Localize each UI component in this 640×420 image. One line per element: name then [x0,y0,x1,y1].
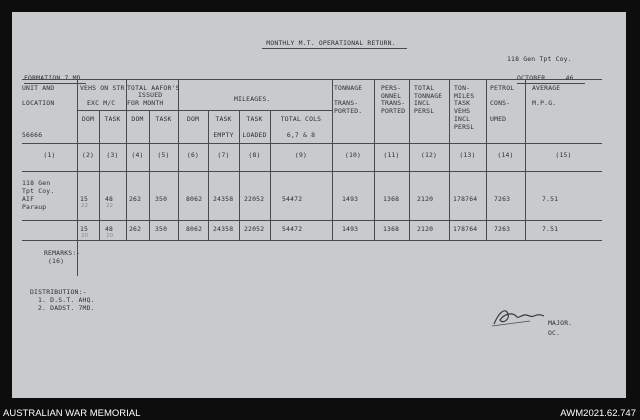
distribution-item-2: 2. DADST. 7MD. [38,304,95,312]
row1-pencil-note-b: 22 [106,203,114,209]
header-ton-5: INCL [454,115,471,123]
header-tonnage-3: PORTED. [334,107,363,115]
signature-rank: MAJOR. [548,319,573,327]
signature-title: OC. [548,329,561,337]
remarks-label: REMARKS:- [44,249,81,257]
row1-value-7: 24358 [213,195,234,203]
colnum-11: (11) [383,151,400,159]
document-paper [12,12,626,398]
header-ton-4: VEHS [454,107,471,115]
row2-pencil-note-a: 20 [81,233,89,239]
footer-accession-id: AWM2021.62.747 [560,408,636,419]
subheader-dom-1: DOM [81,115,95,123]
header-total-t-2: TONNAGE [414,92,443,100]
row1-bottom-rule [22,220,602,221]
subheader-rule-b [192,110,332,111]
archive-footer [0,406,640,420]
header-total-t-1: TOTAL [414,84,435,92]
header-average: AVERAGE [532,84,561,92]
subheader-task-3: TASK [215,115,232,123]
row2-value-3: 48 [105,225,114,233]
row2-value-11: 1368 [383,225,400,233]
row1-unit-line-3: AIF [22,195,35,203]
distribution-item-1: 1. D.S.T. AHQ. [38,296,95,304]
header-total-aafors: TOTAL AAFOR'S [127,84,180,92]
row1-unit-line-2: Tpt Coy. [22,187,55,195]
document-title: MONTHLY M.T. OPERATIONAL RETURN. [266,39,396,47]
colnum-8: (8) [248,151,261,159]
colnum-13: (13) [459,151,476,159]
colnum-7: (7) [217,151,230,159]
header-petrol-3: UMED [490,115,507,123]
header-total-t-3: INCL [414,99,431,107]
row2-value-14: 7263 [494,225,511,233]
header-mileages: MILEAGES. [234,95,271,103]
row2-value-2: 15 [80,225,89,233]
unit-top-right: 118 Gen Tpt Coy. [507,55,572,63]
subheader-cols-678: 6,7 & 8 [286,131,316,139]
row1-value-10: 1493 [342,195,359,203]
subheader-loaded: LOADED [242,131,267,139]
row2-value-9: 54472 [282,225,303,233]
header-for-month: FOR MONTH [127,99,164,107]
colnum-3: (3) [106,151,119,159]
subheader-task-4: TASK [246,115,263,123]
distribution-label: DISTRIBUTION:- [30,288,87,296]
subheader-rule-a [77,110,192,111]
table-bottom-rule [22,240,602,241]
subheader-dom-2: DOM [131,115,144,123]
row1-value-8: 22052 [244,195,265,203]
row2-pencil-note-b: 20 [106,233,114,239]
footer-institution: AUSTRALIAN WAR MEMORIAL [3,408,141,419]
row2-value-7: 24358 [213,225,234,233]
header-bottom-rule [22,143,602,144]
subheader-dom-3: DOM [186,115,200,123]
subheader-task-2: TASK [155,115,172,123]
row1-value-3: 48 [105,195,114,203]
title-underline [262,48,407,49]
formation-label: FORMATION 7 MD. [24,74,85,82]
header-pers-4: PORTED [381,107,406,115]
colnum-1: (1) [43,151,56,159]
header-vehs-on-str: VEHS ON STR [80,84,125,92]
row2-value-10: 1493 [342,225,359,233]
col-rule-4 [149,110,150,240]
header-exc-mc: EXC M/C [87,99,116,107]
colnum-bottom-rule [22,171,602,172]
header-unit-and: UNIT AND [22,84,55,92]
table-top-rule [22,79,602,80]
row2-value-5: 350 [155,225,168,233]
row1-value-15: 7.51 [542,195,559,203]
col-rule-7 [239,110,240,240]
row2-value-12: 2120 [417,225,434,233]
signature-scribble [490,304,550,330]
header-tonnage-2: TRANS- [334,99,359,107]
col-rule-1 [77,79,78,276]
row1-value-14: 7263 [494,195,511,203]
colnum-4: (4) [131,151,144,159]
row1-value-4: 262 [129,195,142,203]
subheader-task-1: TASK [104,115,121,123]
header-pers-3: TRANS- [381,99,406,107]
header-petrol-2: CONS- [490,99,511,107]
row1-pencil-note-a: 22 [81,203,89,209]
row1-value-2: 15 [80,195,89,203]
header-code: 56666 [22,131,43,139]
colnum-9: (9) [294,151,308,159]
row2-value-8: 22052 [244,225,265,233]
row1-value-5: 350 [155,195,168,203]
header-ton-2: MILES [454,92,475,100]
colnum-6: (6) [186,151,200,159]
header-pers-1: PERS- [381,84,402,92]
subheader-total-cols: TOTAL COLS [280,115,322,123]
header-tonnage-1: TONNAGE [334,84,363,92]
col-rule-8 [270,110,271,240]
row1-value-6: 8062 [186,195,203,203]
remarks-number: (16) [48,257,65,265]
subheader-empty: EMPTY [213,131,234,139]
header-petrol-1: PETROL [490,84,515,92]
row2-value-4: 262 [129,225,142,233]
row2-value-6: 8062 [186,225,203,233]
row1-unit-line-1: 118 Gen [22,179,51,187]
row2-value-13: 178764 [453,225,478,233]
row1-value-13: 178764 [453,195,478,203]
colnum-2: (2) [81,151,95,159]
row1-value-11: 1368 [383,195,400,203]
header-location: LOCATION [22,99,55,107]
colnum-15: (15) [555,151,572,159]
header-ton-6: PERSL [454,123,475,131]
header-mpg: M.P.G. [532,99,557,107]
row2-value-15: 7.51 [542,225,559,233]
header-ton-1: TON- [454,84,471,92]
colnum-12: (12) [420,151,438,159]
colnum-10: (10) [344,151,362,159]
header-issued: ISSUED [138,91,163,99]
colnum-5: (5) [157,151,170,159]
header-ton-3: TASK [454,99,471,107]
row1-value-9: 54472 [282,195,303,203]
header-total-t-4: PERSL [414,107,435,115]
colnum-14: (14) [497,151,514,159]
header-pers-2: ONNEL [381,92,402,100]
col-rule-6 [208,110,209,240]
col-rule-2 [99,110,100,240]
row1-value-12: 2120 [417,195,434,203]
row1-unit-line-4: Paraup [22,203,47,211]
period-label: OCTOBER.....46. [517,74,578,82]
